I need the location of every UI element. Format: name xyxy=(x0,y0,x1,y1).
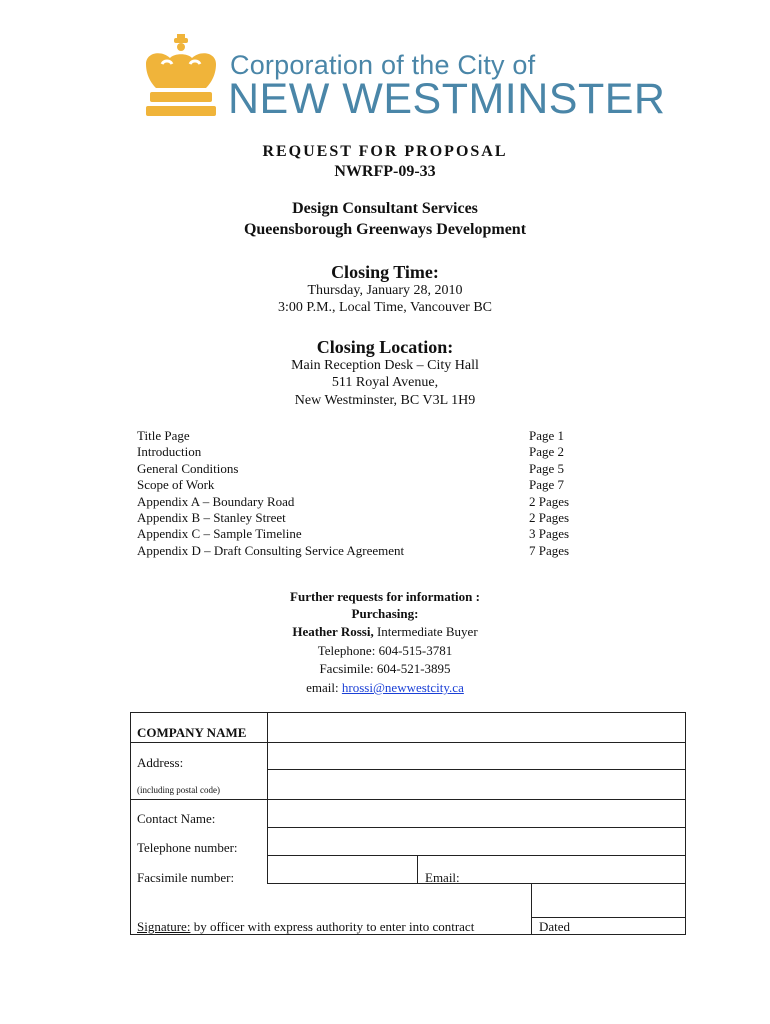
info-telephone: Telephone: 604-515-3781 xyxy=(317,643,453,658)
toc-row xyxy=(137,543,577,559)
signature-description: by officer with express authority to enter into contract xyxy=(190,919,475,934)
telephone-label: Telephone number: xyxy=(137,840,238,855)
toc-page: 7 Pages xyxy=(529,542,570,558)
closing-location-line3: New Westminster, BC V3L 1H9 xyxy=(294,393,476,408)
toc-label: Appendix B – Stanley Street xyxy=(137,509,286,525)
company-name-label: COMPANY NAME xyxy=(137,725,247,740)
email-label: email: xyxy=(306,680,342,695)
logo-line2: NEW WESTMINSTER xyxy=(228,75,666,123)
logo-line1: Corporation of the City of xyxy=(230,50,536,80)
project-title-line2: Queensborough Greenways Development xyxy=(243,221,527,238)
toc-row xyxy=(137,510,577,526)
closing-location-line1: Main Reception Desk – City Hall xyxy=(291,358,479,373)
toc-row xyxy=(137,444,577,460)
toc-page: 3 Pages xyxy=(529,526,570,542)
toc-row xyxy=(137,477,577,493)
toc-label: General Conditions xyxy=(137,460,239,476)
closing-location-line2: 511 Royal Avenue, xyxy=(331,375,439,390)
toc-label: Appendix C – Sample Timeline xyxy=(137,526,302,542)
dated-label: Dated xyxy=(539,919,571,934)
toc-page: Page 2 xyxy=(529,444,565,460)
toc-page: Page 5 xyxy=(529,460,565,476)
company-info-form xyxy=(130,712,686,935)
facsimile-label: Facsimile number: xyxy=(137,870,235,885)
toc-label: Introduction xyxy=(137,444,202,460)
contact-role: Intermediate Buyer xyxy=(373,624,478,639)
toc-row xyxy=(137,461,577,477)
email-link[interactable]: hrossi@newwestcity.ca xyxy=(341,680,464,695)
crown-icon xyxy=(140,34,222,120)
toc-row xyxy=(137,526,577,542)
toc-row xyxy=(137,428,577,444)
toc-page: 2 Pages xyxy=(529,509,570,525)
rfp-title: REQUEST FOR PROPOSAL xyxy=(262,143,508,160)
toc-label: Appendix D – Draft Consulting Service Agreement xyxy=(137,542,405,558)
closing-time-hour: 3:00 P.M., Local Time, Vancouver BC xyxy=(277,300,493,315)
project-title-line1: Design Consultant Services xyxy=(292,200,478,217)
closing-time-date: Thursday, January 28, 2010 xyxy=(307,283,463,298)
toc-label: Title Page xyxy=(137,428,190,443)
toc-row xyxy=(137,494,577,510)
postal-code-note: (including postal code) xyxy=(137,785,220,795)
toc-page: Page 7 xyxy=(529,477,565,493)
closing-time-heading: Closing Time: xyxy=(331,262,439,282)
toc-label: Appendix A – Boundary Road xyxy=(137,493,295,509)
info-email xyxy=(0,680,770,696)
address-label: Address: xyxy=(137,755,184,770)
table-of-contents xyxy=(137,428,577,559)
toc-page: 2 Pages xyxy=(529,493,570,509)
rfp-number: NWRFP-09-33 xyxy=(334,163,436,180)
info-facsimile: Facsimile: 604-521-3895 xyxy=(319,661,451,676)
email-field-label: Email: xyxy=(425,870,460,885)
city-logo xyxy=(140,34,666,130)
info-heading: Further requests for information : xyxy=(290,589,480,604)
contact-name: Heather Rossi, xyxy=(292,624,374,639)
info-department: Purchasing: xyxy=(351,606,419,621)
contact-name-label: Contact Name: xyxy=(137,811,216,826)
closing-location-heading: Closing Location: xyxy=(316,337,454,357)
toc-page: Page 1 xyxy=(529,428,565,443)
signature-label xyxy=(137,919,474,935)
signature-word: Signature: xyxy=(137,919,191,934)
info-contact-person xyxy=(0,624,770,640)
toc-label: Scope of Work xyxy=(137,477,215,493)
